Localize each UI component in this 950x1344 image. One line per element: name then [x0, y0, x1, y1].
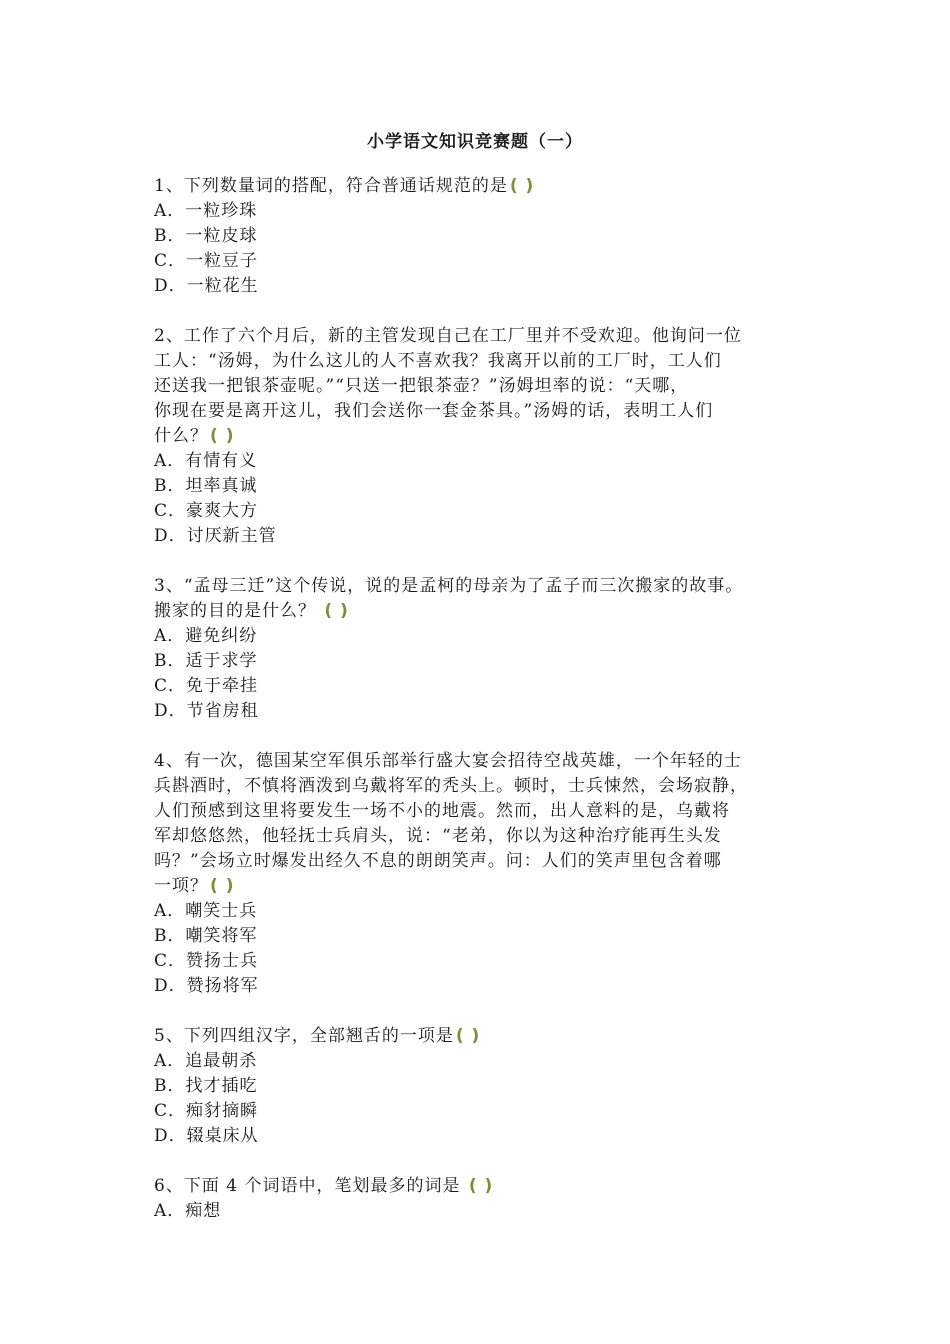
question-2	[154, 324, 814, 549]
answer-option: C．赞扬士兵	[154, 951, 259, 971]
question-stem-line	[154, 349, 814, 374]
answer-option: D．讨厌新主管	[154, 526, 277, 546]
answer-blank: ( )	[324, 601, 349, 621]
question-stem-text: 还送我一把银茶壶呢。”“只送一把银茶壶？”汤姆坦率的说：“天哪，	[154, 376, 689, 396]
question-6	[154, 1174, 814, 1224]
question-stem-text: 兵斟酒时，不慎将酒泼到乌戴将军的秃头上。顿时，士兵悚然，会场寂静，	[154, 776, 748, 796]
answer-option: B．找才插吃	[154, 1076, 258, 1096]
page-title: 小学语文知识竞赛题（一）	[367, 132, 583, 152]
question-stem-line	[154, 599, 814, 624]
question-stem-text: 什么？	[154, 426, 208, 446]
question-stem-text: 吗？”会场立时爆发出经久不息的朗朗笑声。问：人们的笑声里包含着哪	[154, 851, 722, 871]
answer-option: B．坦率真诚	[154, 476, 258, 496]
question-stem-text: 1、下列数量词的搭配，符合普通话规范的是	[154, 176, 508, 196]
answer-option: C．一粒豆子	[154, 251, 259, 271]
question-1	[154, 174, 814, 299]
question-stem-text: 2、工作了六个月后，新的主管发现自己在工厂里并不受欢迎。他询问一位	[154, 326, 742, 346]
question-stem-text: 5、下列四组汉字，全部翘舌的一项是	[154, 1026, 454, 1046]
answer-blank: ( )	[509, 176, 535, 196]
question-stem-line	[154, 1174, 814, 1199]
question-stem-line	[154, 374, 814, 399]
question-stem-line	[154, 174, 814, 199]
answer-option: C．免于牵挂	[154, 676, 259, 696]
question-stem-text: 4、有一次，德国某空军俱乐部举行盛大宴会招待空战英雄，一个年轻的士	[154, 751, 742, 771]
question-stem-text: 你现在要是离开这儿，我们会送你一套金茶具。”汤姆的话，表明工人们	[154, 401, 714, 421]
question-stem-line	[154, 1024, 814, 1049]
answer-option: C．豪爽大方	[154, 501, 259, 521]
answer-blank: ( )	[455, 1026, 481, 1046]
answer-option: B．一粒皮球	[154, 226, 258, 246]
answer-option: C．痴豺摘瞬	[154, 1101, 259, 1121]
question-stem-line	[154, 424, 814, 449]
answer-option: D．一粒花生	[154, 276, 259, 296]
question-5	[154, 1024, 814, 1149]
answer-option: B．嘲笑将军	[154, 926, 258, 946]
question-stem-line	[154, 799, 814, 824]
answer-option: B．适于求学	[154, 651, 258, 671]
question-stem-text: 人们预感到这里将要发生一场不小的地震。然而，出人意料的是，乌戴将	[154, 801, 730, 821]
question-4	[154, 749, 814, 999]
answer-option: A．一粒珍珠	[154, 201, 258, 221]
question-stem-line	[154, 774, 814, 799]
question-stem-text: 搬家的目的是什么？	[154, 601, 323, 621]
question-stem-line	[154, 324, 814, 349]
question-stem-line	[154, 749, 814, 774]
question-stem-text: 军却悠悠然，他轻抚士兵肩头，说：“老弟，你以为这种治疗能再生头发	[154, 826, 722, 846]
answer-blank: ( )	[210, 876, 235, 896]
answer-blank: ( )	[210, 426, 235, 446]
question-stem-text: 一项？	[154, 876, 208, 896]
question-stem-line	[154, 849, 814, 874]
answer-option: A．嘲笑士兵	[154, 901, 258, 921]
question-stem-line	[154, 874, 814, 899]
question-stem-text: 工人：“汤姆，为什么这儿的人不喜欢我？我离开以前的工厂时，工人们	[154, 351, 722, 371]
question-stem-line	[154, 574, 814, 599]
question-stem-text: 3、“孟母三迁”这个传说，说的是孟柯的母亲为了孟子而三次搬家的故事。	[154, 576, 744, 596]
answer-blank: ( )	[468, 1176, 494, 1196]
question-stem-text: 6、下面 4 个词语中，笔划最多的词是	[154, 1176, 467, 1196]
answer-option: A．有情有义	[154, 451, 258, 471]
answer-option: A．避免纠纷	[154, 626, 258, 646]
question-3	[154, 574, 814, 724]
answer-option: A．追最朝杀	[154, 1051, 258, 1071]
answer-option: D．辍桌床从	[154, 1126, 259, 1146]
answer-option: A．痴想	[154, 1201, 222, 1221]
question-stem-line	[154, 824, 814, 849]
question-stem-line	[154, 399, 814, 424]
answer-option: D．节省房租	[154, 701, 259, 721]
answer-option: D．赞扬将军	[154, 976, 259, 996]
question-list	[154, 174, 814, 1249]
